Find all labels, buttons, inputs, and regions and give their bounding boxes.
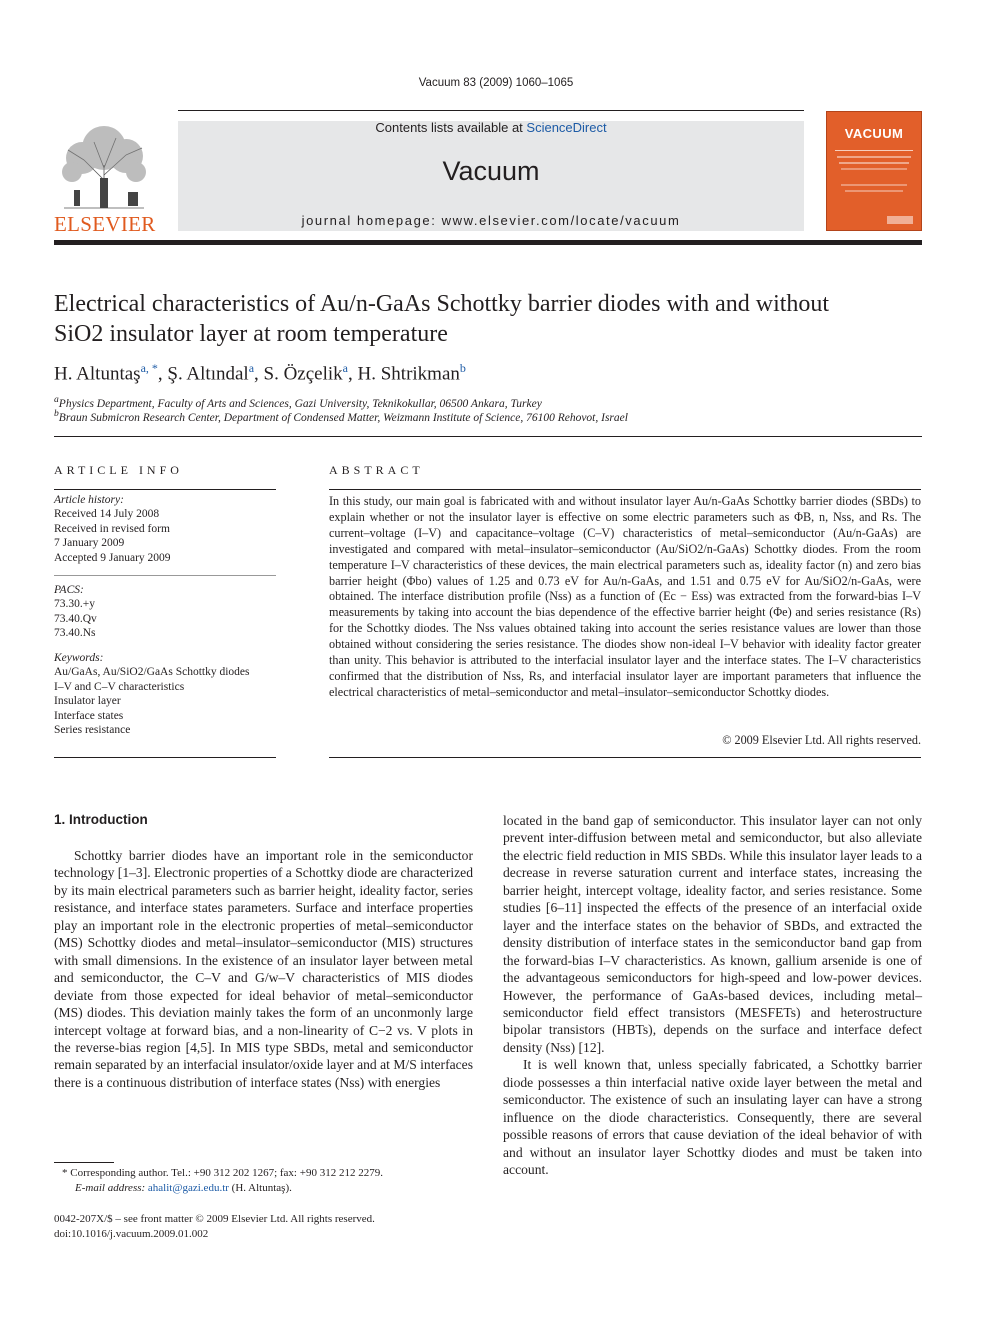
history-item: Accepted 9 January 2009 [54, 551, 171, 564]
pacs-item: 73.40.Qv [54, 612, 97, 625]
author-name: H. Shtrikman [357, 363, 460, 385]
pacs-label: PACS: [54, 584, 84, 596]
author-name: Ş. Altındal [167, 363, 249, 385]
header-rule [178, 110, 804, 111]
affiliation-text: Physics Department, Faculty of Arts and Sciences, Gazi University, Teknikokullar, 06500 Ankara, Turkey [58, 397, 542, 410]
affiliation-mark: b [54, 408, 59, 419]
email-note [75, 1181, 292, 1196]
section-rule [54, 436, 922, 437]
doi-line[interactable]: doi:10.1016/j.vacuum.2009.01.002 [54, 1228, 209, 1240]
affiliation-text: Braun Submicron Research Center, Department of Condensed Matter, Weizmann Institute of Science, 76100 Rehovot, Israel [58, 411, 628, 424]
body-column-right [503, 812, 922, 1179]
journal-homepage[interactable]: journal homepage: www.elsevier.com/locate/vacuum [301, 213, 681, 228]
email-owner: (H. Altuntaş). [231, 1182, 292, 1194]
keyword-item: I–V and C–V characteristics [54, 680, 185, 693]
author-affiliation-mark[interactable]: a [248, 361, 255, 375]
body-paragraph: located in the band gap of semiconductor. This insulator layer can not only prevent inter-diffusion between metal and semiconductor, but also alleviate the electric field reduction in MIS SBDs. While this insulator layer leads to a decrease in reverse saturation current and interface states, increasing the barrier height, intercept voltage, ideality factor, and series resistance. Some studies [6–11] inspected the effects of the presence of an interfacial oxide layer and the interface states on the behavior of SBDs, and extracted the density distribution of interface states in the semiconductor band gap from the forward-bias I–V characteristics. As known, gallium arsenide is one of the advantageous semiconductors for high-speed and low-power devices. However, the performance of GaAs-based devices, including metal–semiconductor field effect transistors (MESFETs) and heterostructure bipolar transistors (HBTs), depends on the surface and interface defect density (Nss) [12]. [503, 813, 922, 1055]
footnote-rule [54, 1162, 114, 1163]
keywords-label: Keywords: [54, 652, 104, 664]
email-label: E-mail address: [75, 1182, 146, 1194]
journal-citation: Vacuum 83 (2009) 1060–1065 [418, 77, 574, 89]
title-line-2: SiO2 insulator layer at room temperature [54, 321, 448, 347]
issn-line: 0042-207X/$ – see front matter © 2009 Elsevier Ltd. All rights reserved. [54, 1213, 375, 1225]
keyword-item: Interface states [54, 709, 124, 722]
affiliation-b [54, 408, 628, 424]
pacs-item: 73.30.+y [54, 598, 95, 611]
sciencedirect-link[interactable]: ScienceDirect [526, 120, 607, 135]
pacs-item: 73.40.Ns [54, 627, 96, 640]
abstract-rule [329, 489, 921, 490]
author-affiliation-mark[interactable]: a, * [140, 361, 158, 375]
author-list: H. Altuntaş$^{a, *}$, Ş. Altındal$^a$, S. Özçelik$^a$, H. Shtrikman$^b$ [54, 361, 466, 385]
author-affiliation-mark[interactable]: a [342, 361, 348, 375]
keyword-item: Series resistance [54, 724, 131, 737]
history-item: Received in revised form [54, 522, 170, 535]
author-name: H. Altuntaş [54, 363, 141, 385]
article-info-rule [54, 575, 276, 576]
body-paragraph: Schottky barrier diodes have an important role in the semiconductor technology [1–3]. Electronic properties of a Schottky diode are characterized by its main electrical parameters such as barrier height, ideality factor, series resistance, and interface states parameters. Surface and interface properties play an important role in the electronic properties of metal–semiconductor (MS) Schottky diodes and metal–insulator–semiconductor (MIS) structures with small dimensions. In the existence of an insulator layer between metal and semiconductor, the C–V and G/w–V characteristics of MIS diodes deviate from those expected for ideal behavior of metal–semiconductor (MS) diodes. This deviation mainly takes the form of an unconmonly large intercept voltage at forward bias, and a non-linearity of C−2 vs. V plots in the reverse-bias region [4,5]. In MIS type SBDs, metal and semiconductor remain separated by an interfacial insulator/oxide layer and at M/S interfaces there is a continuous distribution of interface states (Nss) with energies [54, 848, 473, 1090]
article-history [54, 493, 276, 565]
elsevier-wordmark: ELSEVIER [54, 212, 156, 236]
header-thick-rule [54, 240, 922, 245]
keyword-item: Au/GaAs, Au/SiO2/GaAs Schottky diodes [54, 666, 250, 679]
article-info-rule [54, 757, 276, 758]
body-paragraph: It is well known that, unless specially fabricated, a Schottky barrier diode possesses a thin interfacial native oxide layer between the metal and semiconductor. The existence of such an insulating layer can have a strong influence on the diode characteristics. Consequently, there are several possible reasons of errors that cause deviation of the ideal behavior of with and without an insulator layer Schottky diodes and must be taken into account. [503, 1057, 922, 1178]
section-heading: 1. Introduction [54, 812, 148, 827]
abstract-text: In this study, our main goal is fabricated with and without insulator layer Au/n-GaAs Schottky barrier diodes (SBDs) to explain whether or not the insulator layer is effective on some electric parameters such as ΦB, n, Nss, and Rs. The current–voltage (I–V) and capacitance–voltage (C–V) characteristics of metal–semiconductor (Au/n-GaAs) are investigated and compared with metal–insulator–semiconductor (Au/SiO2/n-GaAs) Schottky diodes. From the room temperature I–V characteristics of these devices, the main electrical parameters such as, ideality factor (n) and zero bias barrier height (Φbo) values of 1.25 and 0.73 eV for Au/n-GaAs, and 1.51 and 0.75 eV for Au/SiO2/n-GaAs, were obtained. The interface distribution profile (Nss) as a function of (Ec − Ess) was extracted from the forward-bias I–V measurements by taking into account the bias dependence of the effective barrier height (Φe) and series resistance (Rs) for the Schottky diodes. The Nss values obtained taking into account the series resistance values are lower than those obtained without considering the series resistance. The diodes show non-ideal I–V behavior with ideality factor greater than unity. This behavior is attributed to the interfacial insulator layer and the interface states. The I–V characteristics confirmed that the distribution of Nss, Rs, and interfacial insulator layer are important parameters that influence the electrical characteristics of metal–semiconductor and metal–insulator–semiconductor Schottky diodes. [329, 494, 921, 699]
author-name: S. Özçelik [263, 363, 343, 385]
contents-prefix: Contents lists available at [375, 120, 527, 135]
history-item: 7 January 2009 [54, 537, 125, 550]
history-item: Received 14 July 2008 [54, 508, 160, 521]
email-link[interactable]: ahalit@gazi.edu.tr [147, 1182, 229, 1194]
keywords-block [54, 651, 276, 737]
abstract-heading: ABSTRACT [329, 463, 424, 477]
keyword-item: Insulator layer [54, 695, 121, 708]
cover-title: VACUUM [844, 126, 904, 141]
history-label: Article history: [54, 494, 124, 506]
abstract-copyright: © 2009 Elsevier Ltd. All rights reserved. [722, 733, 921, 747]
article-title [54, 289, 934, 349]
article-info-rule [54, 489, 276, 490]
article-info-heading: ARTICLE INFO [54, 463, 183, 477]
abstract-rule [329, 757, 921, 758]
title-line-1: Electrical characteristics of Au/n-GaAs Schottky barrier diodes with and without [54, 291, 830, 317]
affiliation-mark: a [54, 394, 59, 405]
contents-line [178, 120, 804, 135]
corresponding-author-note: * Corresponding author. Tel.: +90 312 202 1267; fax: +90 312 212 2279. [62, 1167, 383, 1179]
journal-name: Vacuum [442, 156, 540, 186]
pacs-block [54, 583, 276, 641]
body-column-left [54, 847, 473, 1091]
author-affiliation-mark[interactable]: b [459, 361, 466, 375]
